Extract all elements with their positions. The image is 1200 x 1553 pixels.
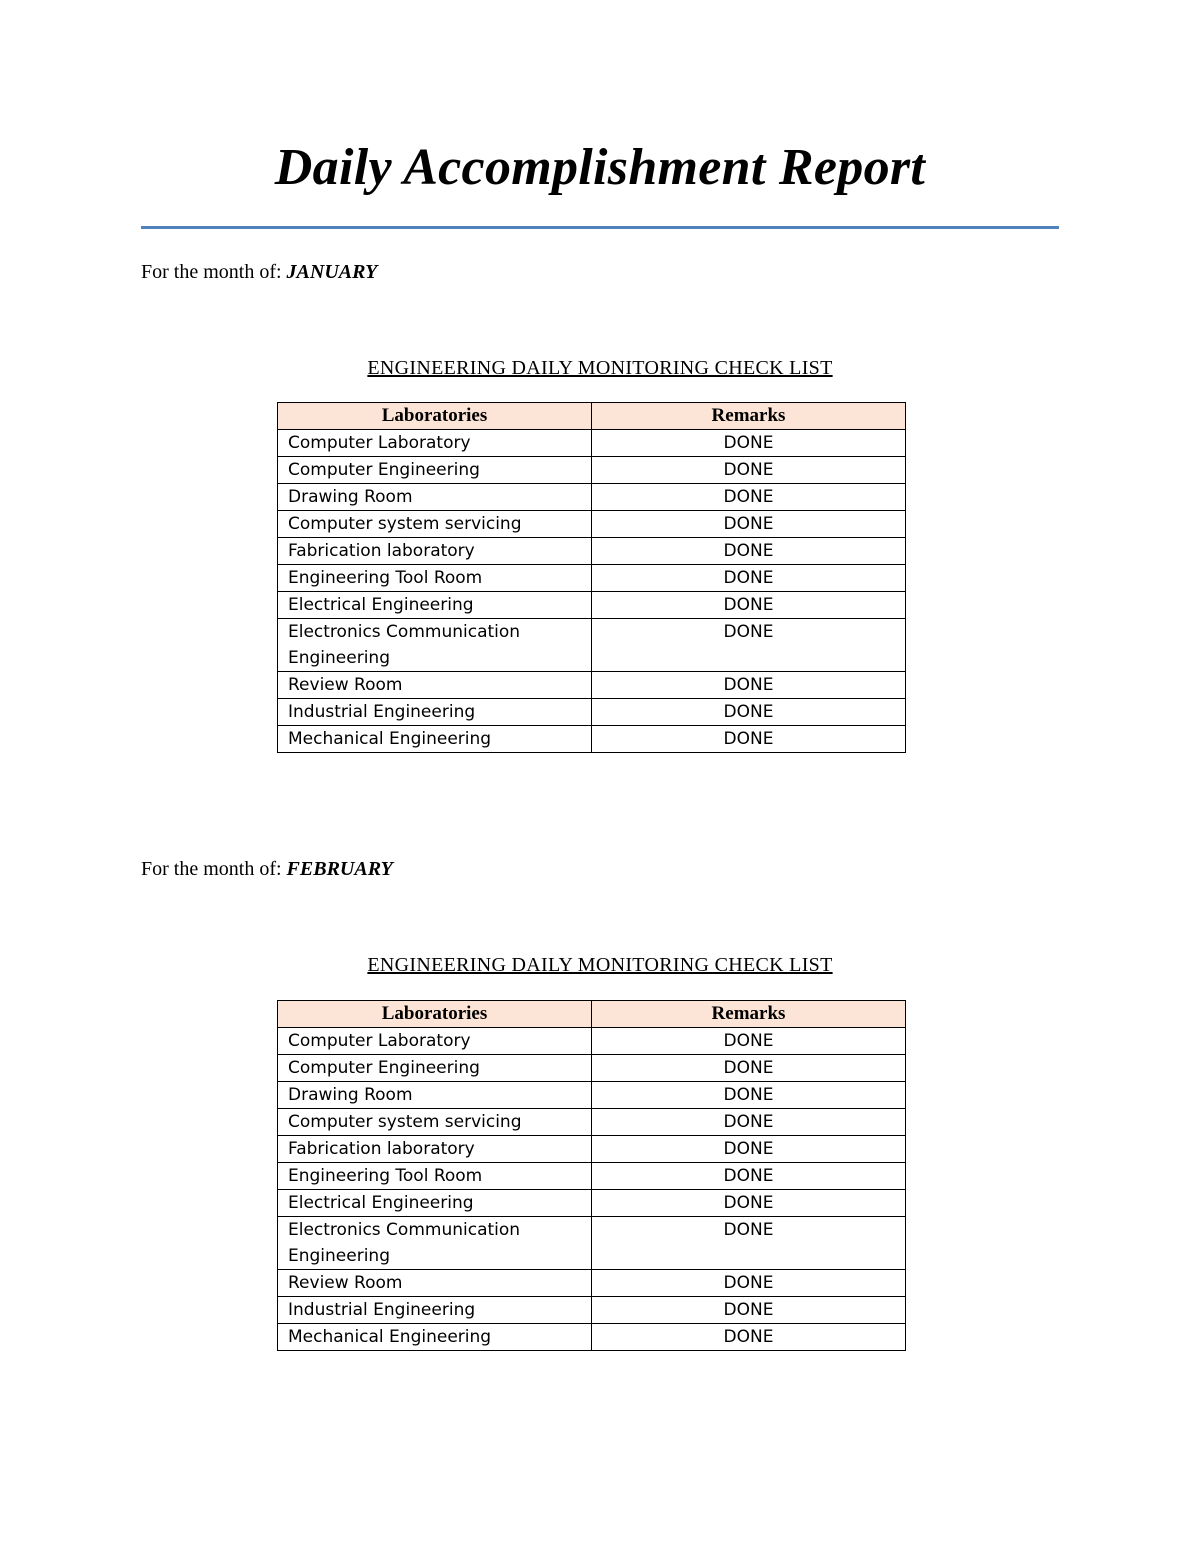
title-divider: [141, 226, 1059, 229]
remark-cell: DONE: [592, 726, 906, 753]
month-value: FEBRUARY: [286, 858, 393, 880]
table-row: [278, 1190, 906, 1217]
table-row: [278, 726, 906, 753]
lab-name-cell: Fabrication laboratory: [278, 1136, 592, 1163]
checklist-table: [277, 402, 906, 753]
remark-cell: DONE: [592, 1217, 906, 1270]
table-body: [278, 430, 906, 753]
lab-name-cell: Electronics Communication Engineering: [278, 619, 592, 672]
month-value: JANUARY: [286, 261, 378, 283]
lab-name-cell: Computer Engineering: [278, 457, 592, 484]
table-row: [278, 1028, 906, 1055]
table-body: [278, 1028, 906, 1351]
month-label: For the month of:: [141, 261, 282, 283]
remark-cell: DONE: [592, 619, 906, 672]
lab-name-cell: Mechanical Engineering: [278, 1324, 592, 1351]
checklist-title: ENGINEERING DAILY MONITORING CHECK LIST: [367, 954, 833, 976]
month-label: For the month of:: [141, 858, 282, 880]
table-row: [278, 484, 906, 511]
remark-cell: DONE: [592, 1163, 906, 1190]
header-remarks: Remarks: [592, 1001, 906, 1028]
table-row: [278, 1055, 906, 1082]
lab-name-cell: Mechanical Engineering: [278, 726, 592, 753]
lab-name-cell: Drawing Room: [278, 484, 592, 511]
table-row: [278, 457, 906, 484]
remark-cell: DONE: [592, 1324, 906, 1351]
lab-name-cell: Computer system servicing: [278, 1109, 592, 1136]
month-line: [141, 858, 393, 881]
header-remarks: Remarks: [592, 403, 906, 430]
remark-cell: DONE: [592, 1270, 906, 1297]
remark-cell: DONE: [592, 1297, 906, 1324]
checklist-table: [277, 1000, 906, 1351]
remark-cell: DONE: [592, 1190, 906, 1217]
table-row: [278, 511, 906, 538]
lab-name-cell: Industrial Engineering: [278, 699, 592, 726]
table-row: [278, 619, 906, 672]
lab-name-cell: Engineering Tool Room: [278, 565, 592, 592]
header-laboratories: Laboratories: [278, 403, 592, 430]
table-header-row: [278, 1001, 906, 1028]
lab-name-cell: Electrical Engineering: [278, 592, 592, 619]
lab-name-cell: Drawing Room: [278, 1082, 592, 1109]
table-row: [278, 672, 906, 699]
table-header-row: [278, 403, 906, 430]
table-row: [278, 430, 906, 457]
lab-name-cell: Computer system servicing: [278, 511, 592, 538]
remark-cell: DONE: [592, 1082, 906, 1109]
remark-cell: DONE: [592, 699, 906, 726]
remark-cell: DONE: [592, 457, 906, 484]
remark-cell: DONE: [592, 430, 906, 457]
page-title: Daily Accomplishment Report: [274, 139, 926, 196]
remark-cell: DONE: [592, 484, 906, 511]
lab-name-cell: Review Room: [278, 672, 592, 699]
lab-name-cell: Electronics Communication Engineering: [278, 1217, 592, 1270]
remark-cell: DONE: [592, 592, 906, 619]
lab-name-cell: Fabrication laboratory: [278, 538, 592, 565]
table-row: [278, 592, 906, 619]
remark-cell: DONE: [592, 538, 906, 565]
remark-cell: DONE: [592, 511, 906, 538]
table-row: [278, 699, 906, 726]
remark-cell: DONE: [592, 1109, 906, 1136]
table-row: [278, 1109, 906, 1136]
lab-name-cell: Review Room: [278, 1270, 592, 1297]
table-row: [278, 538, 906, 565]
checklist-title: ENGINEERING DAILY MONITORING CHECK LIST: [367, 357, 833, 379]
lab-name-cell: Electrical Engineering: [278, 1190, 592, 1217]
table-row: [278, 1297, 906, 1324]
table-row: [278, 1270, 906, 1297]
remark-cell: DONE: [592, 1136, 906, 1163]
month-line: [141, 261, 377, 284]
remark-cell: DONE: [592, 1055, 906, 1082]
lab-name-cell: Computer Engineering: [278, 1055, 592, 1082]
table-row: [278, 1217, 906, 1270]
table-row: [278, 1082, 906, 1109]
remark-cell: DONE: [592, 565, 906, 592]
table-row: [278, 1163, 906, 1190]
lab-name-cell: Computer Laboratory: [278, 430, 592, 457]
header-laboratories: Laboratories: [278, 1001, 592, 1028]
table-row: [278, 565, 906, 592]
table-row: [278, 1136, 906, 1163]
table-row: [278, 1324, 906, 1351]
remark-cell: DONE: [592, 672, 906, 699]
remark-cell: DONE: [592, 1028, 906, 1055]
lab-name-cell: Computer Laboratory: [278, 1028, 592, 1055]
lab-name-cell: Engineering Tool Room: [278, 1163, 592, 1190]
lab-name-cell: Industrial Engineering: [278, 1297, 592, 1324]
